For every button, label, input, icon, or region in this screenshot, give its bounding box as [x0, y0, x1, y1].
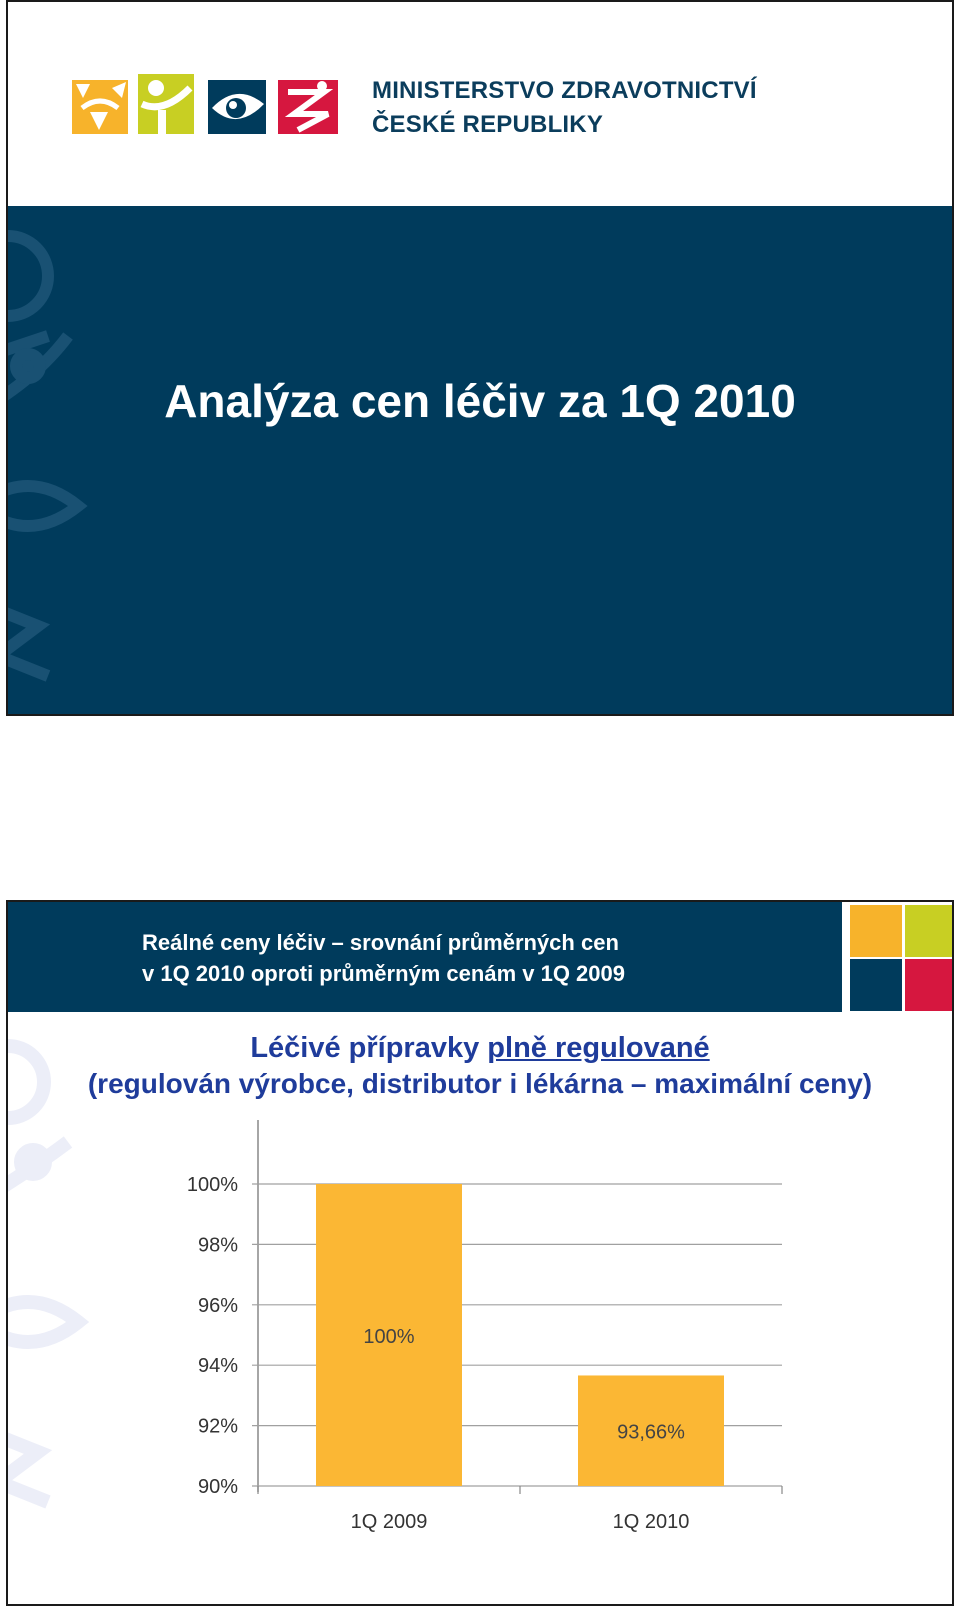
x-category-label: 1Q 2009	[350, 1511, 428, 1533]
slide-header	[8, 902, 842, 1012]
ministry-name-line2: ČESKÉ REPUBLIKY	[372, 111, 604, 138]
header-line-2: v 1Q 2010 oproti průměrným cenám v 1Q 2009	[142, 961, 626, 986]
subtitle-underlined: plně regulované	[487, 1032, 710, 1064]
ministry-name	[372, 74, 757, 142]
chart-subtitle	[8, 1032, 952, 1065]
y-tick-label: 96%	[197, 1294, 238, 1317]
corner-square-blue	[850, 959, 902, 1011]
decorative-logo-watermark	[8, 206, 98, 714]
y-tick-label: 92%	[197, 1415, 238, 1438]
corner-square-yellow	[850, 905, 902, 957]
chart-slide	[6, 900, 954, 1606]
y-tick-label: 94%	[197, 1355, 238, 1378]
bar-data-label: 100%	[363, 1326, 415, 1348]
header-line-1: Reálné ceny léčiv – srovnání průměrných cen	[142, 930, 619, 955]
corner-square-green	[905, 905, 954, 957]
ministry-logo	[72, 74, 344, 136]
subtitle-plain: Léčivé přípravky	[250, 1032, 488, 1064]
bar-data-label: 93,66%	[617, 1421, 685, 1444]
x-category-label: 1Q 2010	[612, 1511, 690, 1533]
ministry-name-line1: MINISTERSTVO ZDRAVOTNICTVÍ	[372, 77, 757, 104]
y-tick-label: 98%	[197, 1234, 238, 1257]
chart-subtitle-detail: (regulován výrobce, distributor i lékárna – maximální ceny)	[87, 1068, 873, 1099]
presentation-title: Analýza cen léčiv za 1Q 2010	[164, 375, 796, 427]
y-tick-label: 90%	[197, 1476, 238, 1498]
y-tick-label: 100%	[186, 1174, 238, 1196]
title-band	[8, 206, 952, 714]
title-slide	[6, 0, 954, 716]
price-comparison-chart	[8, 1112, 952, 1606]
corner-square-red	[905, 959, 954, 1011]
slide-header-text	[142, 927, 625, 989]
